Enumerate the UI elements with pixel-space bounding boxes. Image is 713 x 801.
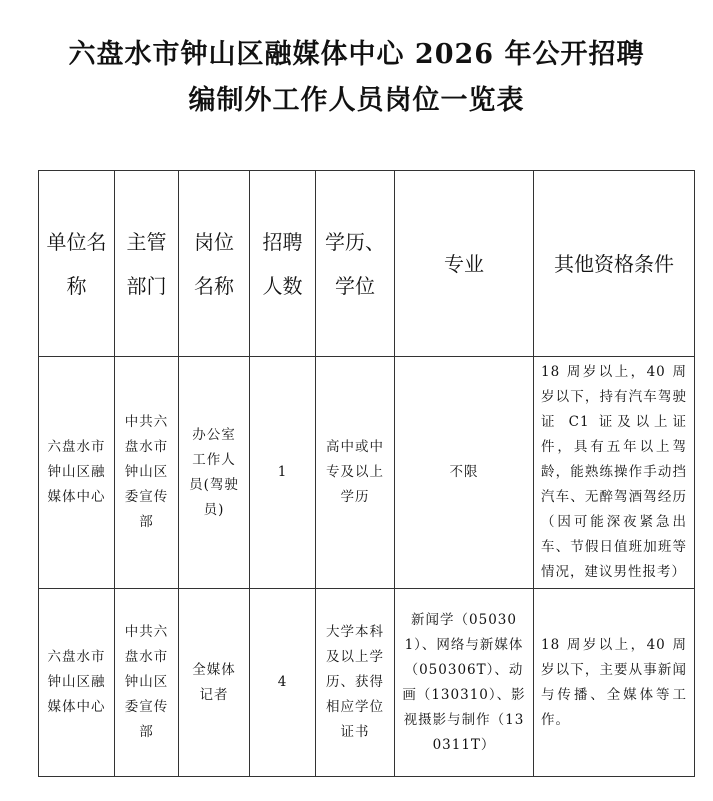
header-other-requirements: 其他资格条件 (534, 171, 695, 357)
cell-major: 不限 (395, 357, 534, 589)
cell-position: 全媒体记者 (179, 589, 250, 777)
table-row (39, 357, 695, 589)
header-recruit-count: 招聘人数 (250, 171, 316, 357)
cell-count: 1 (250, 357, 316, 589)
cell-department: 中共六盘水市钟山区委宣传部 (115, 589, 179, 777)
table-header-row (39, 171, 695, 357)
positions-table (38, 170, 695, 777)
table-row (39, 589, 695, 777)
header-education-degree: 学历、学位 (316, 171, 395, 357)
cell-other-requirements: 18 周岁以上，40 周岁以下，主要从事新闻与传播、全媒体等工作。 (534, 589, 695, 777)
cell-education: 高中或中专及以上学历 (316, 357, 395, 589)
cell-department: 中共六盘水市钟山区委宣传部 (115, 357, 179, 589)
header-department: 主管部门 (115, 171, 179, 357)
header-major: 专业 (395, 171, 534, 357)
cell-major: 新闻学（050301）、网络与新媒体（050306T）、动画（130310）、影视摄影与制作（130311T） (395, 589, 534, 777)
cell-unit: 六盘水市钟山区融媒体中心 (39, 357, 115, 589)
document-title-line-1: 六盘水市钟山区融媒体中心 2026 年公开招聘 (68, 39, 645, 70)
cell-unit: 六盘水市钟山区融媒体中心 (39, 589, 115, 777)
cell-education: 大学本科及以上学历、获得相应学位证书 (316, 589, 395, 777)
header-unit-name: 单位名称 (39, 171, 115, 357)
cell-other-requirements: 18 周岁以上，40 周岁以下，持有汽车驾驶证 C1 证及以上证件，具有五年以上驾龄，能熟练操作手动挡汽车、无醉驾酒驾经历（因可能深夜紧急出车、节假日值班加班等情况，建议男性报考） (534, 357, 695, 589)
header-position-name: 岗位名称 (179, 171, 250, 357)
document-title-line-2: 编制外工作人员岗位一览表 (188, 85, 525, 116)
cell-count: 4 (250, 589, 316, 777)
cell-position: 办公室工作人员(驾驶员) (179, 357, 250, 589)
